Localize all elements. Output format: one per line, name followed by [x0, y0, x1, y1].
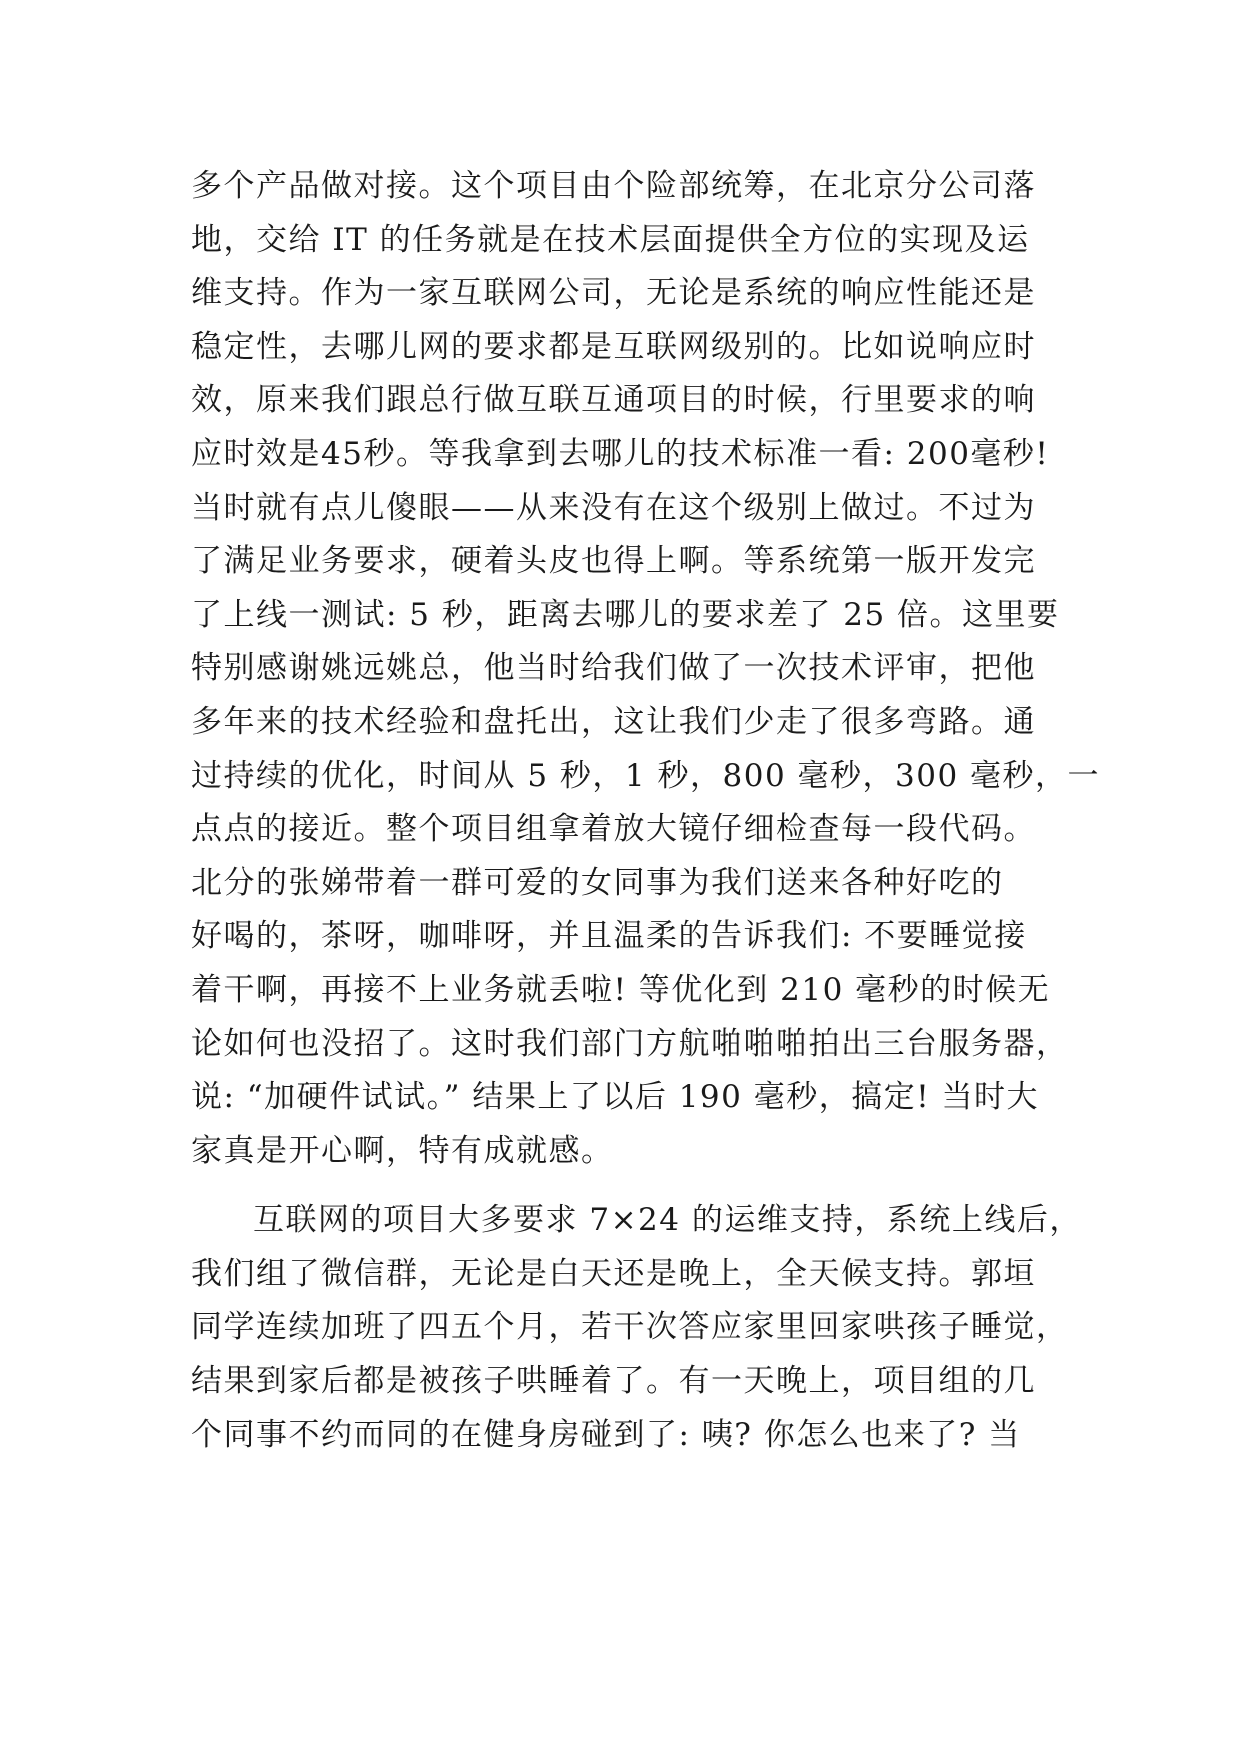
text-line: 过持续的优化，时间从 5 秒，1 秒，800 毫秒，300 毫秒，一 [191, 757, 1101, 794]
body-text [191, 160, 1101, 1462]
text-line: 应时效是45秒。等我拿到去哪儿的技术标准一看: 200毫秒! [191, 435, 1050, 472]
text-line: 效，原来我们跟总行做互联互通项目的时候，行里要求的响 [191, 382, 1036, 419]
text-line: 多个产品做对接。这个项目由个险部统筹，在北京分公司落 [191, 168, 1036, 204]
text-line: 互联网的项目大多要求 7×24 的运维支持，系统上线后， [253, 1202, 1082, 1239]
text-line: 特别感谢姚远姚总，他当时给我们做了一次技术评审，把他 [191, 650, 1036, 687]
text-line: 同学连续加班了四五个月，若干次答应家里回家哄孩子睡觉， [191, 1309, 1069, 1346]
paragraph-1 [191, 160, 1101, 1178]
text-line: 好喝的，茶呀，咖啡呀，并且温柔的告诉我们: 不要睡觉接 [191, 918, 1027, 955]
text-line: 家真是开心啊，特有成就感。 [191, 1132, 614, 1169]
text-line: 当时就有点儿傻眼——从来没有在这个级别上做过。不过为 [191, 489, 1036, 526]
paragraph-2 [191, 1194, 1082, 1462]
paragraph-spacer [191, 1178, 1071, 1194]
text-line: 维支持。作为一家互联网公司，无论是系统的响应性能还是 [191, 275, 1036, 312]
text-line: 说: “加硬件试试。” 结果上了以后 190 毫秒，搞定! 当时大 [191, 1079, 1040, 1116]
text-line: 点点的接近。整个项目组拿着放大镜仔细检查每一段代码。 [191, 811, 1036, 848]
text-line: 多年来的技术经验和盘托出，这让我们少走了很多弯路。通 [191, 703, 1036, 740]
text-line: 个同事不约而同的在健身房碰到了: 咦? 你怎么也来了? 当 [191, 1416, 1021, 1453]
text-line: 了满足业务要求，硬着头皮也得上啊。等系统第一版开发完 [191, 543, 1036, 580]
text-line: 稳定性，去哪儿网的要求都是互联网级别的。比如说响应时 [191, 328, 1036, 365]
text-line: 北分的张娣带着一群可爱的女同事为我们送来各种好吃的 [191, 864, 1004, 901]
text-line: 了上线一测试: 5 秒，距离去哪儿的要求差了 25 倍。这里要 [191, 596, 1060, 633]
text-line: 我们组了微信群，无论是白天还是晚上，全天候支持。郭垣 [191, 1255, 1036, 1292]
text-line: 结果到家后都是被孩子哄睡着了。有一天晚上，项目组的几 [191, 1363, 1036, 1400]
text-line: 着干啊，再接不上业务就丢啦! 等优化到 210 毫秒的时候无 [191, 971, 1051, 1008]
text-line: 地，交给 IT 的任务就是在技术层面提供全方位的实现及运 [191, 221, 1030, 258]
text-line: 论如何也没招了。这时我们部门方航啪啪啪拍出三台服务器， [191, 1025, 1069, 1062]
